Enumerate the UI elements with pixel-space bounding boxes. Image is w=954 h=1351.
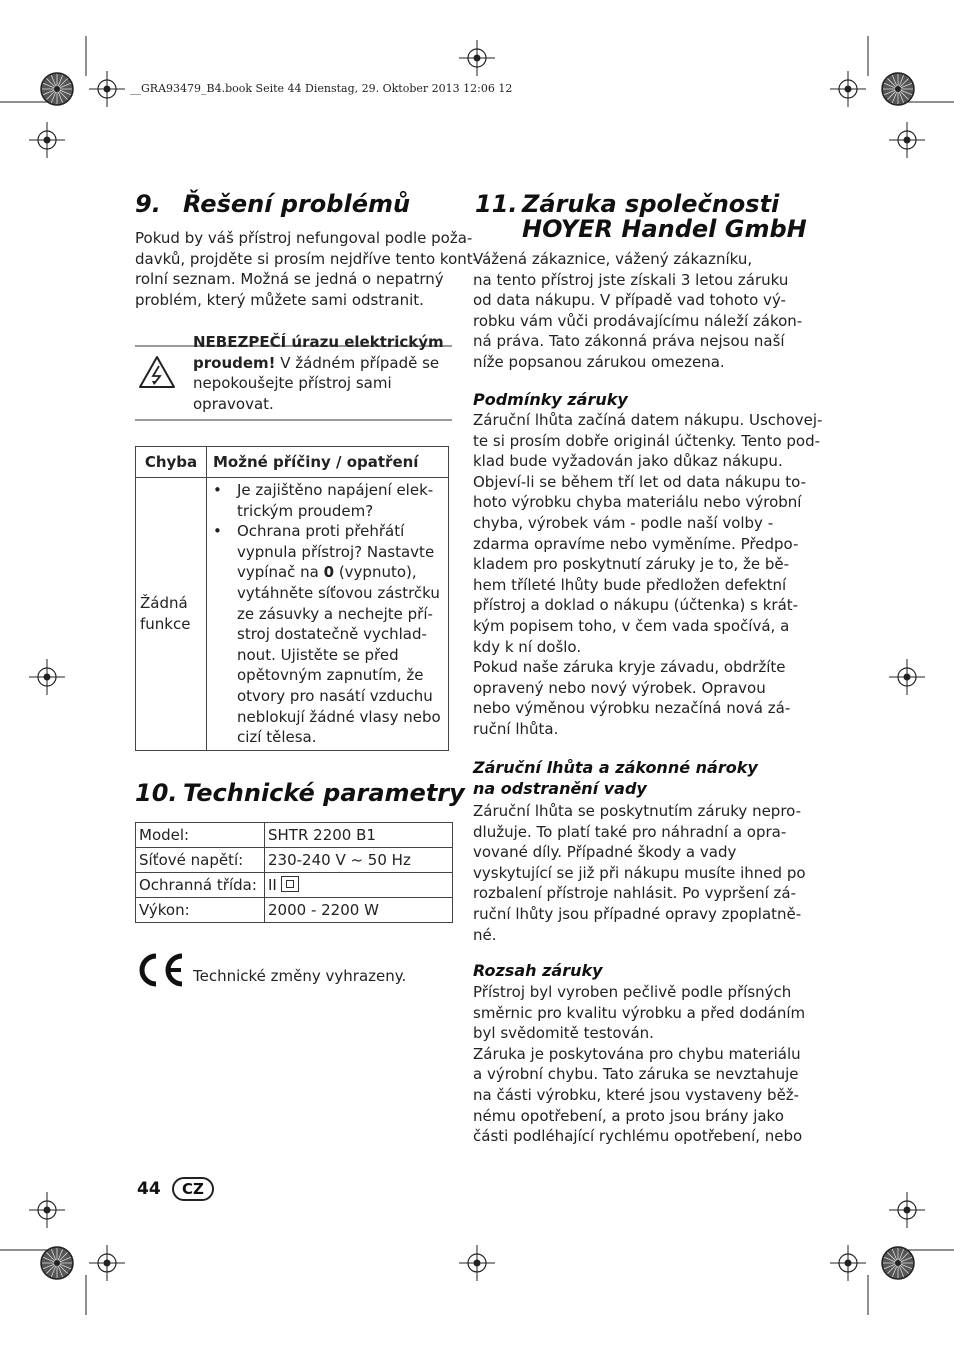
section-11-number: 11. bbox=[475, 190, 518, 218]
fault-cell bbox=[136, 478, 207, 751]
paragraph-line: Přístroj byl vyroben pečlivě podle přísných bbox=[473, 983, 792, 1001]
cause-line: stroj dostatečně vychlad- bbox=[237, 625, 427, 644]
section-10-title: Technické parametry bbox=[183, 779, 465, 807]
paragraph-line: části podléhající rychlému opotřebení, nebo bbox=[473, 1127, 803, 1146]
paragraph-line: Záruka je poskytována pro chybu materiálu bbox=[473, 1044, 801, 1063]
intro-line: od data nákupu. V případě vad tohoto vý- bbox=[473, 291, 786, 310]
intro-line: níže popsanou zárukou omezena. bbox=[473, 352, 725, 371]
causes-cell bbox=[207, 478, 449, 751]
paragraph-line: ruční lhůta. bbox=[473, 719, 559, 738]
table-header-row bbox=[136, 447, 449, 478]
section-9-number: 9. bbox=[135, 190, 161, 218]
cause-line: vypnula přístroj? Nastavte bbox=[237, 542, 435, 561]
spec-key: Síťové napětí: bbox=[136, 848, 265, 873]
cause-line: neblokují žádné vlasy nebo bbox=[237, 707, 441, 726]
bullet-glyph: • bbox=[213, 522, 222, 541]
cause-line: vytáhněte síťovou zástrčku bbox=[237, 583, 440, 602]
cause-line: trickým proudem? bbox=[237, 501, 374, 520]
ce-mark-icon bbox=[136, 953, 186, 987]
column-header-fault: Chyba bbox=[136, 447, 207, 478]
cause-line: ze zásuvky a nechejte pří- bbox=[237, 604, 433, 623]
intro-line: Pokud by váš přístroj nefungoval podle poža- bbox=[135, 229, 473, 247]
cause-bullet-1 bbox=[211, 480, 444, 521]
warranty-period-text bbox=[473, 801, 806, 945]
paragraph-line: hem tříleté lhůty bude předložen defektní bbox=[473, 575, 787, 594]
paragraph-line: nebo výměnou výrobku nezačíná nová zá- bbox=[473, 699, 791, 718]
paragraph-line: te si prosím dobře originál účtenky. Tento pod- bbox=[473, 431, 821, 450]
warning-line: opravovat. bbox=[193, 394, 274, 413]
section-11-title-line-2: HOYER Handel GmbH bbox=[522, 215, 807, 243]
warranty-conditions-heading: Podmínky záruky bbox=[473, 390, 628, 409]
section-9-heading bbox=[135, 192, 410, 217]
warning-text bbox=[193, 332, 453, 414]
spec-key: Ochranná třída: bbox=[136, 873, 265, 898]
paragraph-line: dlužuje. To platí také pro náhradní a opra- bbox=[473, 822, 787, 841]
paragraph-line: na části výrobku, které jsou vystaveny běž- bbox=[473, 1085, 800, 1104]
spec-value: SHTR 2200 B1 bbox=[265, 823, 453, 848]
cause-line: Ochrana proti přehřátí bbox=[237, 522, 405, 541]
spec-value: 230-240 V ~ 50 Hz bbox=[265, 848, 453, 873]
paragraph-line: Objeví-li se během tří let od data nákupu to- bbox=[473, 472, 806, 491]
spec-key: Výkon: bbox=[136, 898, 265, 923]
paragraph-line: nému opotřebení, a proto jsou brány jako bbox=[473, 1106, 784, 1125]
table-row bbox=[136, 873, 453, 898]
paragraph-line: zdarma opravíme nebo vyměníme. Předpo- bbox=[473, 534, 799, 553]
intro-line: robku vám vůči prodávajícímu náleží zákon- bbox=[473, 311, 803, 330]
paragraph-line: kdy k ní došlo. bbox=[473, 637, 582, 656]
cause-line: opětovným zapnutím, že bbox=[237, 666, 424, 685]
intro-line: Vážená zákaznice, vážený zákazníku, bbox=[473, 250, 753, 268]
section-11-intro bbox=[473, 249, 802, 373]
danger-warning-box bbox=[135, 333, 452, 421]
warranty-period-heading bbox=[473, 757, 758, 799]
cause-line: otvory pro nasátí vzduchu bbox=[237, 686, 433, 705]
table-row bbox=[136, 898, 453, 923]
warranty-scope-text bbox=[473, 982, 805, 1147]
paragraph-line: Záruční lhůta začíná datem nákupu. Uschovej- bbox=[473, 411, 823, 429]
troubleshooting-table bbox=[135, 446, 449, 751]
fault-line: Žádná bbox=[140, 594, 188, 613]
warning-line: nepokoušejte přístroj sami bbox=[193, 374, 392, 393]
paragraph-line: vované díly. Případné škody a vady bbox=[473, 843, 737, 862]
paragraph-line: vyskytující se již při nákupu musíte ihned po bbox=[473, 863, 806, 882]
cause-line: Je zajištěno napájení elek- bbox=[237, 481, 434, 499]
fault-line: funkce bbox=[140, 614, 191, 633]
paragraph-line: chyba, výrobek vám - podle naší volby - bbox=[473, 513, 774, 532]
technical-specs-table bbox=[135, 822, 453, 923]
paragraph-line: přístroj a doklad o nákupu (účtenka) s krát- bbox=[473, 596, 799, 615]
intro-line: davků, projděte si prosím nejdříve tento kont- bbox=[135, 249, 479, 268]
paragraph-line: opravený nebo nový výrobek. Opravou bbox=[473, 678, 766, 697]
paragraph-line: Pokud naše záruka kryje závadu, obdržíte bbox=[473, 658, 786, 677]
language-badge: CZ bbox=[172, 1177, 214, 1201]
paragraph-line: Záruční lhůta se poskytnutím záruky nepro- bbox=[473, 802, 802, 820]
page-number: 44 bbox=[137, 1179, 161, 1199]
section-9-intro bbox=[135, 228, 478, 310]
heading-line: Záruční lhůta a zákonné nároky bbox=[473, 758, 758, 777]
spec-value: II bbox=[268, 876, 277, 894]
section-9-title: Řešení problémů bbox=[183, 190, 411, 218]
technical-changes-note: Technické změny vyhrazeny. bbox=[193, 967, 407, 985]
warning-bold: NEBEZPEČÍ úrazu elektrickým bbox=[193, 333, 444, 351]
section-10-heading bbox=[135, 781, 465, 806]
section-11-title: Záruka společnosti bbox=[522, 190, 780, 218]
cause-line: nout. Ujistěte se před bbox=[237, 645, 399, 664]
paragraph-line: né. bbox=[473, 925, 497, 944]
section-11-heading bbox=[475, 192, 807, 242]
switch-position: 0 bbox=[323, 563, 335, 582]
paragraph-line: ruční lhůty jsou případné opravy zpoplatně- bbox=[473, 904, 802, 923]
paragraph-line: směrnic pro kvalitu výrobku a před dodáním bbox=[473, 1003, 806, 1022]
intro-line: ná práva. Tato zákonná práva nejsou naší bbox=[473, 332, 785, 351]
cause-text: (vypnuto), bbox=[334, 563, 417, 582]
paragraph-line: klad bude vyžadován jako důkaz nákupu. bbox=[473, 452, 783, 471]
print-header: __GRA93479_B4.book Seite 44 Dienstag, 29. Oktober 2013 12:06 12 bbox=[130, 82, 513, 95]
paragraph-line: kladem pro poskytnutí záruky je to, že bě- bbox=[473, 555, 790, 574]
warning-bold: proudem! bbox=[193, 353, 276, 372]
paragraph-line: hoto výrobku chyba materiálu nebo výrobní bbox=[473, 493, 802, 512]
intro-line: na tento přístroj jste získali 3 letou záruku bbox=[473, 270, 789, 289]
table-row bbox=[136, 478, 449, 751]
paragraph-line: byl svědomitě testován. bbox=[473, 1024, 654, 1043]
warranty-scope-heading: Rozsah záruky bbox=[473, 961, 603, 980]
cause-text: vypínač na bbox=[237, 563, 324, 582]
cause-line: cizí tělesa. bbox=[237, 728, 317, 747]
section-10-number: 10. bbox=[135, 779, 178, 807]
heading-line: na odstranění vady bbox=[473, 779, 647, 798]
table-row bbox=[136, 823, 453, 848]
paragraph-line: rozbalení přístroje nahlásit. Po vypršení zá- bbox=[473, 884, 796, 903]
high-voltage-warning-icon bbox=[138, 355, 176, 389]
spec-key: Model: bbox=[136, 823, 265, 848]
cause-line bbox=[237, 562, 444, 583]
cause-bullet-2 bbox=[211, 521, 444, 748]
table-row bbox=[136, 848, 453, 873]
column-header-causes: Možné příčiny / opatření bbox=[207, 447, 449, 478]
bullet-glyph: • bbox=[213, 481, 222, 499]
spec-value: 2000 - 2200 W bbox=[265, 898, 453, 923]
spec-value-cell bbox=[265, 873, 453, 898]
warranty-conditions-text bbox=[473, 410, 822, 740]
protection-class-ii-icon bbox=[281, 876, 299, 892]
intro-line: problém, který můžete sami odstranit. bbox=[135, 290, 424, 309]
warning-line: V žádném případě se bbox=[275, 353, 440, 372]
paragraph-line: kým popisem toho, v čem vada spočívá, a bbox=[473, 616, 790, 635]
paragraph-line: a výrobní chybu. Tato záruka se nevztahuje bbox=[473, 1065, 799, 1084]
section-11-title-line-1 bbox=[475, 192, 807, 217]
intro-line: rolní seznam. Možná se jedná o nepatrný bbox=[135, 270, 444, 289]
